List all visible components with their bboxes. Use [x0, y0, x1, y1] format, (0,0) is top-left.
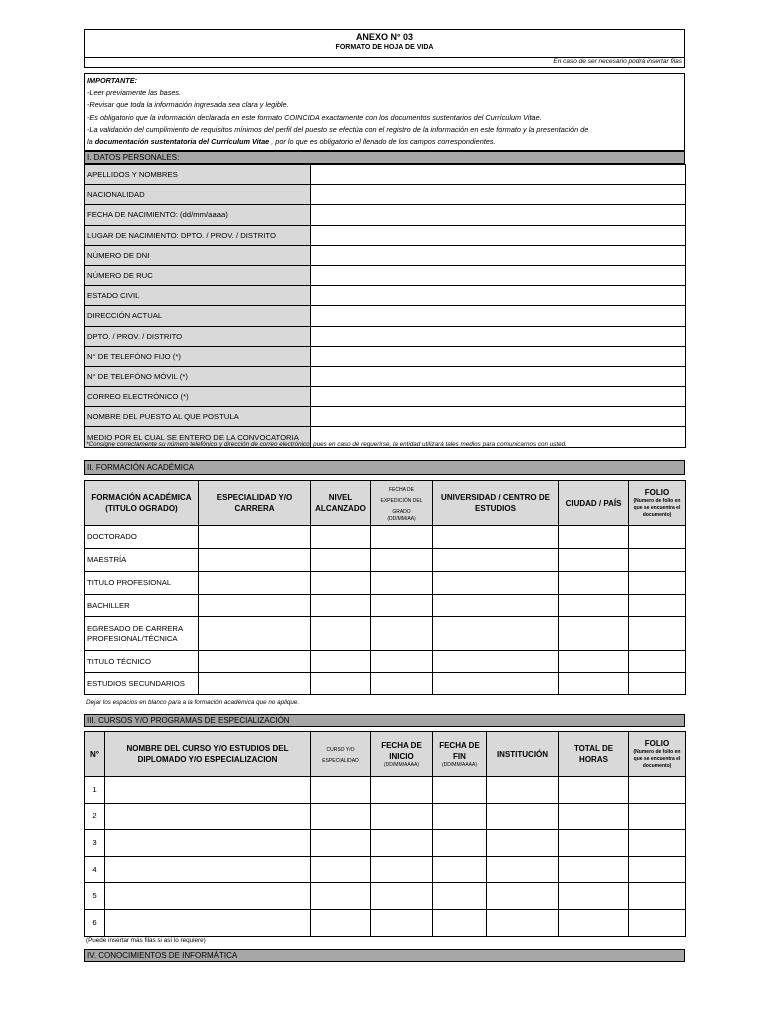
important-line: -Es obligatorio que la información declarada en este formato COINCIDA exactamente con los documentos sustentarios del Currículum Vitae. [87, 112, 542, 122]
field-input[interactable] [311, 185, 686, 205]
cell[interactable] [629, 526, 686, 549]
courses-footnote: (Puede insertar más filas si así lo requiere) [86, 937, 206, 944]
table-row [85, 651, 686, 673]
cell[interactable] [371, 856, 433, 883]
cell[interactable] [433, 777, 487, 804]
cell[interactable] [629, 673, 686, 695]
courses-table [84, 731, 686, 937]
cell[interactable] [105, 909, 311, 936]
cell[interactable] [311, 595, 371, 617]
cell[interactable] [199, 526, 311, 549]
row-label: TITULO PROFESIONAL [85, 572, 199, 595]
cell[interactable] [311, 651, 371, 673]
row-label: ESTUDIOS SECUNDARIOS [85, 673, 199, 695]
personal-data-footnote: *Consigne correctamente su número telefónico y dirección de correo electrónico, pues en caso de requerirse, la entidad utilizará tales medios para comunicarnos con usted. [86, 441, 567, 448]
col-header-formacion: FORMACIÓN ACADÉMICA (TITULO OGRADO) [85, 481, 199, 526]
academic-table [84, 480, 686, 695]
cell[interactable] [487, 803, 559, 830]
field-input[interactable] [311, 165, 686, 185]
cell[interactable] [433, 909, 487, 936]
field-label: N° DE TELEFÓNO FIJO (*) [85, 346, 311, 366]
col-header-num: N° [85, 732, 105, 777]
cell[interactable] [629, 909, 686, 936]
form-subtitle: FORMATO DE HOJA DE VIDA [335, 44, 434, 51]
cell[interactable] [487, 909, 559, 936]
cell[interactable] [199, 651, 311, 673]
personal-data-table [84, 164, 686, 448]
cell[interactable] [629, 856, 686, 883]
form-title: ANEXO N° 03 [355, 32, 414, 42]
row-label: TITULO TÉCNICO [85, 651, 199, 673]
cell[interactable] [559, 909, 629, 936]
cell[interactable] [311, 803, 371, 830]
section-computing-title: IV. CONOCIMIENTOS DE INFORMÁTICA [84, 949, 685, 962]
col-header-nivel: NIVEL ALCANZADO [311, 481, 371, 526]
table-row [85, 205, 686, 225]
table-row [85, 245, 686, 265]
cell[interactable] [105, 883, 311, 910]
table-row [85, 673, 686, 695]
cell[interactable] [433, 803, 487, 830]
cell[interactable] [311, 549, 371, 572]
cell[interactable] [311, 909, 371, 936]
cell[interactable] [433, 595, 559, 617]
col-header-folio: FOLIO (Numero de folio en que se encuentra el documento) [629, 481, 686, 526]
cell[interactable] [371, 617, 433, 651]
field-input[interactable] [311, 326, 686, 346]
cell[interactable] [629, 572, 686, 595]
cell[interactable] [311, 526, 371, 549]
cell[interactable] [559, 777, 629, 804]
table-row [85, 549, 686, 572]
cell[interactable] [433, 673, 559, 695]
cell[interactable] [487, 830, 559, 857]
col-header-nombre: NOMBRE DEL CURSO Y/O ESTUDIOS DEL DIPLOMADO Y/O ESPECIALIZACION [105, 732, 311, 777]
section-academic-title: II. FORMACIÓN ACADÉMICA [84, 460, 685, 475]
table-row [85, 856, 686, 883]
important-line: -Leer previamente las bases. [87, 88, 182, 98]
col-header-universidad: UNIVERSIDAD / CENTRO DE ESTUDIOS [433, 481, 559, 526]
field-input[interactable] [311, 306, 686, 326]
field-label: MEDIO POR EL CUAL SE ENTERO DE LA CONVOCATORIA [85, 427, 311, 447]
cell[interactable] [433, 572, 559, 595]
field-label: NACIONALIDAD [85, 185, 311, 205]
cell[interactable] [433, 549, 559, 572]
table-row [85, 326, 686, 346]
table-row [85, 165, 686, 185]
row-number: 6 [85, 909, 105, 936]
cell[interactable] [311, 883, 371, 910]
field-input[interactable] [311, 387, 686, 407]
table-row [85, 883, 686, 910]
field-label: ESTADO CIVIL [85, 286, 311, 306]
table-row [85, 777, 686, 804]
cell[interactable] [371, 526, 433, 549]
field-input[interactable] [311, 245, 686, 265]
table-row [85, 526, 686, 549]
cell[interactable] [559, 617, 629, 651]
row-number: 2 [85, 803, 105, 830]
cell[interactable] [629, 777, 686, 804]
table-row [85, 617, 686, 651]
insert-rows-note: En caso de ser necesario podrá insertar filas [553, 58, 682, 65]
section-personal-data-title: I. DATOS PERSONALES: [84, 151, 685, 164]
cell[interactable] [311, 830, 371, 857]
field-label: NÚMERO DE DNI [85, 245, 311, 265]
col-header-horas: TOTAL DE HORAS [559, 732, 629, 777]
col-header-fin: FECHA DE FIN (DD/MM/AAAA) [433, 732, 487, 777]
cell[interactable] [629, 803, 686, 830]
col-header-fecha: FECHA DE EXPEDICIÓN DEL GRADO (DD/MM/AA) [371, 481, 433, 526]
col-header-curso: CURSO Y/O ESPECIALIDAD [311, 732, 371, 777]
cell[interactable] [311, 572, 371, 595]
row-number: 1 [85, 777, 105, 804]
field-label: NOMBRE DEL PUESTO AL QUE POSTULA [85, 407, 311, 427]
cell[interactable] [433, 856, 487, 883]
table-row [85, 185, 686, 205]
table-row [85, 265, 686, 285]
cell[interactable] [433, 617, 559, 651]
cell[interactable] [559, 883, 629, 910]
cell[interactable] [629, 651, 686, 673]
table-row [85, 306, 686, 326]
cell[interactable] [371, 830, 433, 857]
row-number: 3 [85, 830, 105, 857]
field-label: DPTO. / PROV. / DISTRITO [85, 326, 311, 346]
table-row [85, 595, 686, 617]
field-label: DIRECCIÓN ACTUAL [85, 306, 311, 326]
table-row [85, 803, 686, 830]
cell[interactable] [433, 883, 487, 910]
table-row [85, 909, 686, 936]
cell[interactable] [629, 595, 686, 617]
cell[interactable] [371, 673, 433, 695]
cell[interactable] [371, 572, 433, 595]
important-line: -La validación del cumplimiento de requisitos mínimos del perfil del puesto se efectúa con el registro de la información en este formato y la presentación de [87, 124, 589, 134]
cell[interactable] [371, 777, 433, 804]
cell[interactable] [559, 803, 629, 830]
cell[interactable] [559, 651, 629, 673]
table-row [85, 572, 686, 595]
cell[interactable] [105, 803, 311, 830]
row-label: BACHILLER [85, 595, 199, 617]
col-header-institucion: INSTITUCIÓN [487, 732, 559, 777]
cell[interactable] [559, 526, 629, 549]
cell[interactable] [487, 856, 559, 883]
important-line: -Revisar que toda la información ingresada sea clara y legible. [87, 100, 289, 110]
table-row [85, 346, 686, 366]
important-line: la documentación sustentatoria del Currículum Vitae , por lo que es obligatorio el llenado de los campos correspondientes. [87, 137, 496, 147]
col-header-folio: FOLIO (Numero de folio en que se encuentra el documento) [629, 732, 686, 777]
cell[interactable] [311, 777, 371, 804]
table-row [85, 366, 686, 386]
important-heading: IMPORTANTE: [87, 76, 137, 85]
row-number: 4 [85, 856, 105, 883]
table-row [85, 407, 686, 427]
field-input[interactable] [311, 225, 686, 245]
academic-footnote: Dejar los espacios en blanco para a la formación académica que no aplique. [86, 699, 300, 706]
cell[interactable] [629, 830, 686, 857]
table-row [85, 387, 686, 407]
cell[interactable] [311, 617, 371, 651]
row-number: 5 [85, 883, 105, 910]
cell[interactable] [199, 617, 311, 651]
field-input[interactable] [311, 346, 686, 366]
cell[interactable] [487, 883, 559, 910]
cell[interactable] [371, 803, 433, 830]
table-row [85, 225, 686, 245]
cell[interactable] [433, 526, 559, 549]
table-row [85, 286, 686, 306]
field-label: APELLIDOS Y NOMBRES [85, 165, 311, 185]
table-row [85, 830, 686, 857]
field-input[interactable] [311, 265, 686, 285]
field-input[interactable] [311, 407, 686, 427]
row-label: EGRESADO DE CARRERA PROFESIONAL/TÉCNICA [85, 617, 199, 651]
cell[interactable] [199, 673, 311, 695]
important-box [84, 73, 685, 151]
field-label: FECHA DE NACIMIENTO: (dd/mm/aaaa) [85, 205, 311, 225]
field-label: CORREO ELECTRÓNICO (*) [85, 387, 311, 407]
cell[interactable] [559, 673, 629, 695]
row-label: MAESTRÍA [85, 549, 199, 572]
cell[interactable] [371, 549, 433, 572]
cell[interactable] [629, 883, 686, 910]
cell[interactable] [199, 595, 311, 617]
col-header-especialidad: ESPECIALIDAD Y/O CARRERA [199, 481, 311, 526]
cell[interactable] [105, 830, 311, 857]
cell[interactable] [371, 909, 433, 936]
section-courses-title: III. CURSOS Y/O PROGRAMAS DE ESPECIALIZACIÓN [84, 714, 685, 727]
cell[interactable] [559, 572, 629, 595]
field-input[interactable] [311, 366, 686, 386]
field-label: LUGAR DE NACIMIENTO: DPTO. / PROV. / DISTRITO [85, 225, 311, 245]
field-label: N° DE TELEFÓNO MÓVIL (*) [85, 366, 311, 386]
cell[interactable] [105, 856, 311, 883]
col-header-ciudad: CIUDAD / PAÍS [559, 481, 629, 526]
field-input[interactable] [311, 205, 686, 225]
cell[interactable] [433, 830, 487, 857]
cell[interactable] [559, 856, 629, 883]
row-label: DOCTORADO [85, 526, 199, 549]
cell[interactable] [629, 617, 686, 651]
cell[interactable] [371, 651, 433, 673]
cell[interactable] [559, 549, 629, 572]
field-input[interactable] [311, 286, 686, 306]
cell[interactable] [559, 830, 629, 857]
cell[interactable] [311, 856, 371, 883]
cell[interactable] [199, 572, 311, 595]
cell[interactable] [105, 777, 311, 804]
cell[interactable] [433, 651, 559, 673]
col-header-inicio: FECHA DE INICIO (DD/MM/AAAA) [371, 732, 433, 777]
cell[interactable] [311, 673, 371, 695]
field-label: NÚMERO DE RUC [85, 265, 311, 285]
cell[interactable] [629, 549, 686, 572]
cell[interactable] [371, 595, 433, 617]
cell[interactable] [199, 549, 311, 572]
cell[interactable] [559, 595, 629, 617]
form-header [84, 29, 685, 68]
cell[interactable] [371, 883, 433, 910]
cell[interactable] [487, 777, 559, 804]
